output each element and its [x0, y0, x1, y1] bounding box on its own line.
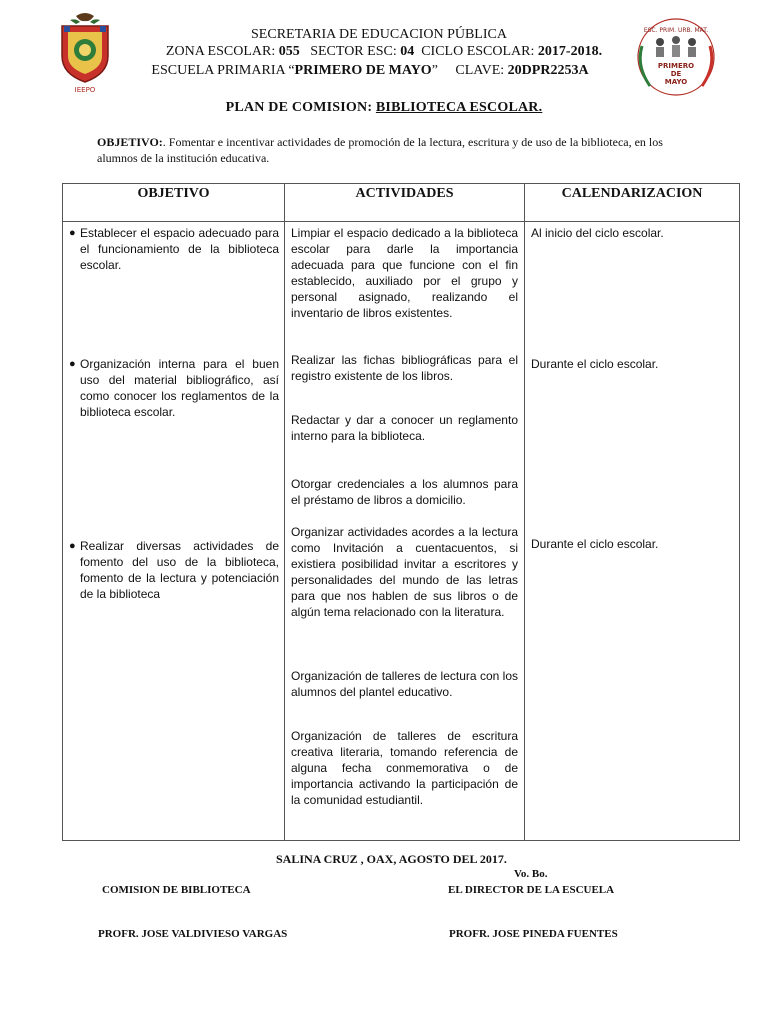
- vo-bo-label: Vo. Bo.: [514, 868, 548, 880]
- logo-inner-text-2: DE: [670, 70, 682, 78]
- ministry-title: [0, 27, 763, 43]
- zona-label: ZONA ESCOLAR:: [165, 44, 279, 59]
- calendarizacion-column: [525, 222, 740, 841]
- zona-value: 055: [278, 44, 300, 59]
- bullet-icon: ●: [69, 358, 76, 370]
- plan-title: [0, 100, 768, 116]
- table-header-row: [63, 184, 740, 222]
- activity-item: Otorgar credenciales a los alumnos para el préstamo de libros a domicilio.: [291, 477, 518, 507]
- header-objetivo: OBJETIVO: [63, 184, 285, 222]
- commission-signatory: PROFR. JOSE VALDIVIESO VARGAS: [98, 928, 288, 940]
- ciclo-value: 2017-2018.: [537, 44, 603, 59]
- objective-item-text: Realizar diversas actividades de fomento del uso de la biblioteca, fomento de la lectura y potenciación de la biblioteca: [80, 539, 279, 601]
- activity-item: Organización de talleres de lectura con los alumnos del plantel educativo.: [291, 669, 518, 699]
- zone-sector-cycle-line: [0, 44, 768, 60]
- ministry-title-text: SECRETARIA DE EDUCACION PÚBLICA: [251, 27, 507, 42]
- place-date: SALINA CRUZ , OAX, AGOSTO DEL 2017.: [276, 852, 507, 866]
- escuela-value: PRIMERO DE MAYO: [294, 63, 432, 78]
- plan-label: PLAN DE COMISION:: [225, 100, 376, 115]
- ciclo-label: CICLO ESCOLAR:: [414, 44, 538, 59]
- logo-top-text: ESC. PRIM. URB. MAT.: [643, 27, 709, 34]
- logo-caption: IEEPO: [74, 86, 96, 94]
- actividades-column: [285, 222, 525, 841]
- eagle-crest-icon: [70, 13, 100, 24]
- plan-name: BIBLIOTECA ESCOLAR.: [375, 100, 543, 115]
- bullet-icon: ●: [69, 227, 76, 239]
- escuela-label: ESCUELA PRIMARIA “: [151, 63, 295, 78]
- director-role: EL DIRECTOR DE LA ESCUELA: [448, 884, 615, 896]
- clave-label: CLAVE:: [437, 63, 508, 78]
- objective-label: OBJETIVO:: [97, 135, 163, 149]
- table-row: [63, 222, 740, 841]
- school-line: [0, 63, 754, 79]
- activity-item: Realizar las fichas bibliográficas para el registro existente de los libros.: [291, 353, 518, 383]
- commission-role: COMISION DE BIBLIOTECA: [102, 884, 251, 896]
- sector-value: 04: [400, 44, 415, 59]
- header-calendarizacion: CALENDARIZACION: [525, 184, 740, 222]
- logo-inner-text-1: PRIMERO: [657, 62, 695, 70]
- calendar-item: Al inicio del ciclo escolar.: [531, 226, 664, 240]
- director-signatory: PROFR. JOSE PINEDA FUENTES: [449, 928, 618, 940]
- activity-item: Limpiar el espacio dedicado a la biblioteca escolar para darle la importancia adecuada para que funcione con el fin establecido, auxiliado por el grupo y personal asignado, realizando el inventario de libros existentes.: [291, 226, 518, 320]
- clave-value: 20DPR2253A: [507, 63, 589, 78]
- plan-table: [62, 183, 740, 841]
- activity-item: Redactar y dar a conocer un reglamento interno para la biblioteca.: [291, 413, 518, 443]
- objective-item-text: Organización interna para el buen uso del material bibliográfico, así como conocer los reglamentos de la biblioteca escolar.: [80, 357, 279, 419]
- activity-item: Organizar actividades acordes a la lectura como Invitación a cuentacuentos, si existiera posibilidad invitar a escritores y personalidades del mundo de las letras para que nos hablen de sus libros o de algún tema relacionado con la literatura.: [291, 525, 518, 619]
- escuela-close: ”: [431, 63, 438, 78]
- logo-inner-text-3: MAYO: [664, 78, 688, 86]
- objetivo-column: [63, 222, 285, 841]
- objective-item: [69, 538, 279, 602]
- objective-paragraph: [97, 134, 687, 166]
- bullet-icon: ●: [69, 540, 76, 552]
- calendar-item: Durante el ciclo escolar.: [531, 537, 659, 551]
- objective-text: . Fomentar e incentivar actividades de promoción de la lectura, escritura y de uso de la biblioteca, en los alumnos de la institución educativa.: [97, 135, 663, 165]
- calendar-item: Durante el ciclo escolar.: [531, 357, 659, 371]
- objective-item: [69, 356, 279, 420]
- objective-item: [69, 225, 279, 273]
- sector-label: SECTOR ESC:: [299, 44, 401, 59]
- header-actividades: ACTIVIDADES: [285, 184, 525, 222]
- objective-item-text: Establecer el espacio adecuado para el funcionamiento de la biblioteca escolar.: [80, 226, 279, 272]
- activity-item: Organización de talleres de escritura creativa literaria, tomando referencia de alguna fecha conmemorativa o de importancia activando la participación de la comunidad estudiantil.: [291, 729, 518, 807]
